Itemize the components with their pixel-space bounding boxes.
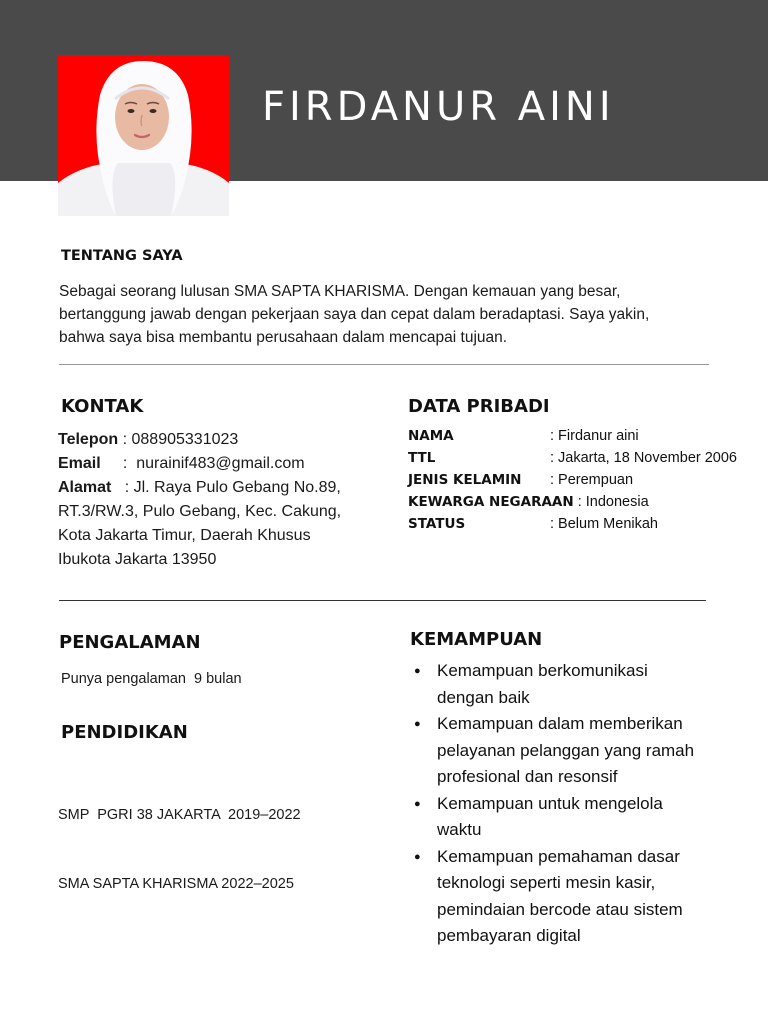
experience-title: PENGALAMAN [59, 632, 201, 653]
about-line: bahwa saya bisa membantu perusahaan dalam mencapai tujuan. [59, 329, 508, 346]
about-line: bertanggung jawab dengan pekerjaan saya dan cepat dalam beradaptasi. Saya yakin, [59, 306, 650, 323]
personal-value: : Perempuan [550, 472, 634, 488]
email-value: nurainif483@gmail.com [136, 455, 305, 472]
education-list [58, 758, 301, 919]
skill-line: teknologi seperti mesin kasir, [437, 873, 656, 892]
email-separator: : [100, 455, 137, 472]
skill-item [412, 844, 732, 950]
experience-text: Punya pengalaman 9 bulan [61, 671, 242, 687]
skill-line: Kemampuan untuk mengelola [437, 793, 663, 813]
skills-list [412, 658, 732, 950]
personal-row [408, 447, 737, 469]
contact-email-row [58, 452, 378, 476]
personal-label: STATUS [408, 516, 466, 532]
bullet-icon: ● [414, 850, 421, 863]
personal-label: JENIS KELAMIN [408, 472, 522, 488]
about-text [59, 280, 649, 349]
divider-middle [59, 600, 706, 601]
address-line: RT.3/RW.3, Pulo Gebang, Kec. Cakung, [58, 503, 342, 520]
skill-line: Kemampuan berkomunikasi [437, 661, 648, 680]
about-line: Sebagai seorang lulusan SMA SAPTA KHARISMA. Dengan kemauan yang besar, [59, 283, 621, 300]
skill-line: profesional dan resonsif [437, 767, 618, 786]
address-line: Jl. Raya Pulo Gebang No.89, [133, 479, 341, 496]
personal-label: TTL [408, 450, 436, 466]
skill-line: pemindaian bercode atau sistem [437, 899, 683, 919]
profile-photo [58, 55, 229, 216]
personal-data-table [408, 425, 737, 535]
skill-line: pelayanan pelanggan yang ramah [437, 740, 695, 760]
personal-label: NAMA [408, 428, 454, 444]
address-separator: : [111, 479, 134, 496]
education-item: SMA SAPTA KHARISMA 2022–2025 [58, 876, 294, 892]
education-item: SMP PGRI 38 JAKARTA 2019–2022 [58, 807, 301, 823]
skill-line: Kemampuan pemahaman dasar [437, 846, 680, 866]
skill-item [412, 791, 732, 844]
divider-top [59, 364, 709, 365]
bullet-icon: ● [414, 718, 421, 730]
address-line: Kota Jakarta Timur, Daerah Khusus [58, 527, 311, 544]
phone-separator: : [118, 431, 132, 448]
skill-line: pembayaran digital [437, 926, 581, 945]
skills-title: KEMAMPUAN [410, 629, 543, 650]
about-title: TENTANG SAYA [61, 248, 183, 264]
address-label: Alamat [58, 479, 112, 496]
contact-phone-row [58, 428, 378, 452]
candidate-name: FIRDANUR AINI [262, 84, 615, 130]
skill-item [412, 658, 732, 711]
education-title: PENDIDIKAN [61, 722, 188, 743]
personal-value: : Jakarta, 18 November 2006 [550, 450, 737, 466]
email-label: Email [58, 455, 101, 472]
skill-line: Kemampuan dalam memberikan [437, 714, 683, 733]
skill-line: waktu [437, 820, 482, 839]
personal-row [408, 425, 737, 447]
personal-value: : Belum Menikah [550, 516, 658, 532]
contact-title: KONTAK [61, 396, 144, 417]
skill-item [412, 711, 732, 791]
phone-value: 088905331023 [131, 431, 239, 448]
contact-address-row [58, 476, 378, 500]
address-line: Ibukota Jakarta 13950 [58, 551, 217, 568]
personal-value: : Indonesia [577, 494, 649, 510]
bullet-icon: ● [414, 665, 421, 677]
personal-title: DATA PRIBADI [408, 396, 550, 417]
profile-photo-illustration [58, 55, 229, 216]
personal-row [408, 491, 737, 513]
contact-block [58, 428, 378, 572]
personal-row [408, 513, 737, 535]
phone-label: Telepon [58, 431, 119, 448]
personal-value: : Firdanur aini [550, 428, 639, 444]
personal-label: KEWARGA NEGARAAN [408, 494, 574, 510]
bullet-icon: ● [414, 797, 421, 810]
personal-row [408, 469, 737, 491]
skill-line: dengan baik [437, 687, 530, 707]
